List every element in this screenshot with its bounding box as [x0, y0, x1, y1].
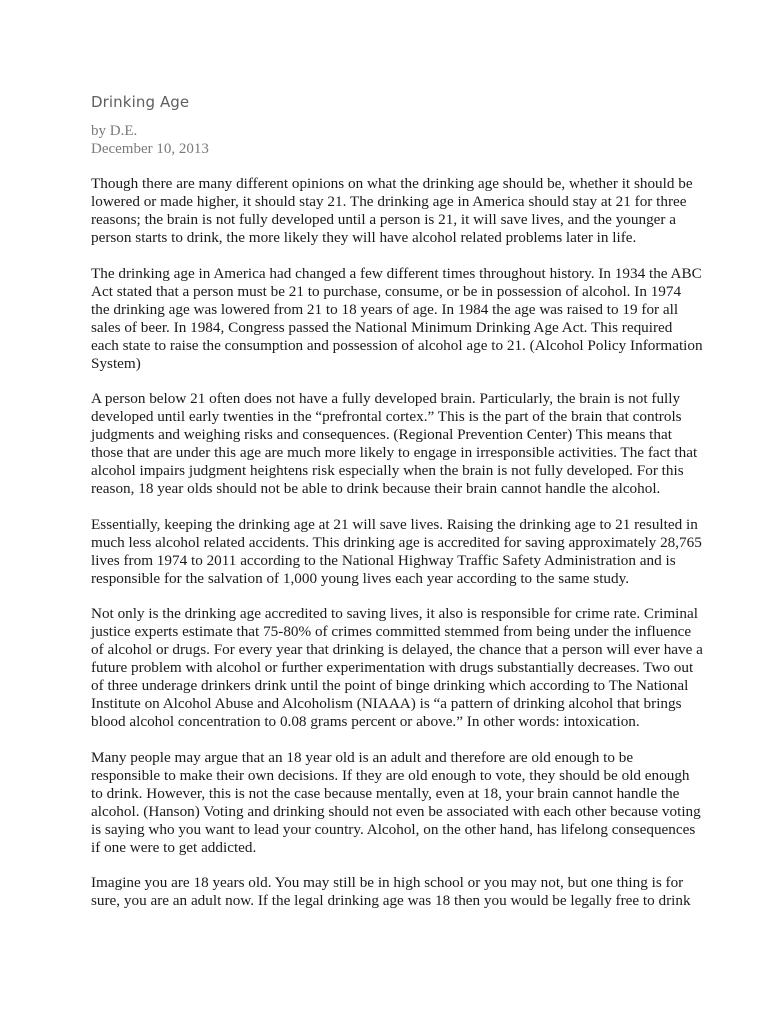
publish-date: December 10, 2013 — [91, 141, 209, 157]
paragraph-intro: Though there are many different opinions on what the drinking age should be, whether it should be lowered or made higher, it should stay 21. The drinking age in America should stay at 21 for three reasons; the brain is not fully developed until a person is 21, it will save lives, and the younger a person starts to drink, the more likely they will have alcohol related problems later in life. — [91, 175, 693, 246]
paragraph-brain-development: A person below 21 often does not have a fully developed brain. Particularly, the brain is not fully developed until early twenties in the “prefrontal cortex.” This is the part of the brain that controls judgments and weighing risks and consequences. (Regional Prevention Center) This means that those that are under this age are much more likely to engage in irresponsible activities. The fact that alcohol impairs judgment heightens risk especially when the brain is not fully developed. For this reason, 18 year olds should not be able to drink because their brain cannot handle the alcohol. — [91, 390, 698, 497]
paragraph-saves-lives: Essentially, keeping the drinking age at 21 will save lives. Raising the drinking age to 21 resulted in much less alcohol related accidents. This drinking age is accredited for saving approximately 28,765 lives from 1974 to 2011 according to the National Highway Traffic Safety Administration and is responsible for the salvation of 1,000 young lives each year according to the same study. — [91, 515, 702, 587]
paragraph-history: The drinking age in America had changed a few different times throughout history. In 1934 the ABC Act stated that a person must be 21 to purchase, consume, or be in possession of alcohol. In 1974 the drinking age was lowered from 21 to 18 years of age. In 1984 the age was raised to 19 for all sales of beer. In 1984, Congress passed the National Minimum Drinking Age Act. This required each state to raise the consumption and possession of alcohol age to 21. (Alcohol Policy Information System) — [91, 264, 703, 372]
paragraph-imagine: Imagine you are 18 years old. You may still be in high school or you may not, but one thing is for sure, you are an adult now. If the legal drinking age was 18 then you would be legally free to drink — [91, 874, 691, 909]
author-byline: by D.E. — [91, 123, 138, 139]
paragraph-counterargument: Many people may argue that an 18 year old is an adult and therefore are old enough to be responsible to make their own decisions. If they are old enough to vote, they should be old enough to drink. However, this is not the case because mentally, even at 18, your brain cannot handle the alcohol. (Hanson) Voting and drinking should not even be associated with each other because voting is saying who you want to lead your country. Alcohol, on the other hand, has lifelong consequences if one were to get addicted. — [91, 748, 701, 856]
document-title: Drinking Age — [91, 93, 190, 111]
document-body — [91, 175, 703, 928]
paragraph-crime-rate: Not only is the drinking age accredited to saving lives, it also is responsible for crime rate. Criminal justice experts estimate that 75-80% of crimes committed stemmed from being under the influence of alcohol or drugs. For every year that drinking is delayed, the chance that a person will ever have a future problem with alcohol or further experimentation with drugs substantially decreases. Two out of three underage drinkers drink until the point of binge drinking which according to The National Institute on Alcohol Abuse and Alcoholism (NIAAA) is “a pattern of drinking alcohol that brings blood alcohol concentration to 0.08 grams percent or above.” In other words: intoxication. — [91, 605, 703, 730]
document-page — [91, 0, 703, 1024]
